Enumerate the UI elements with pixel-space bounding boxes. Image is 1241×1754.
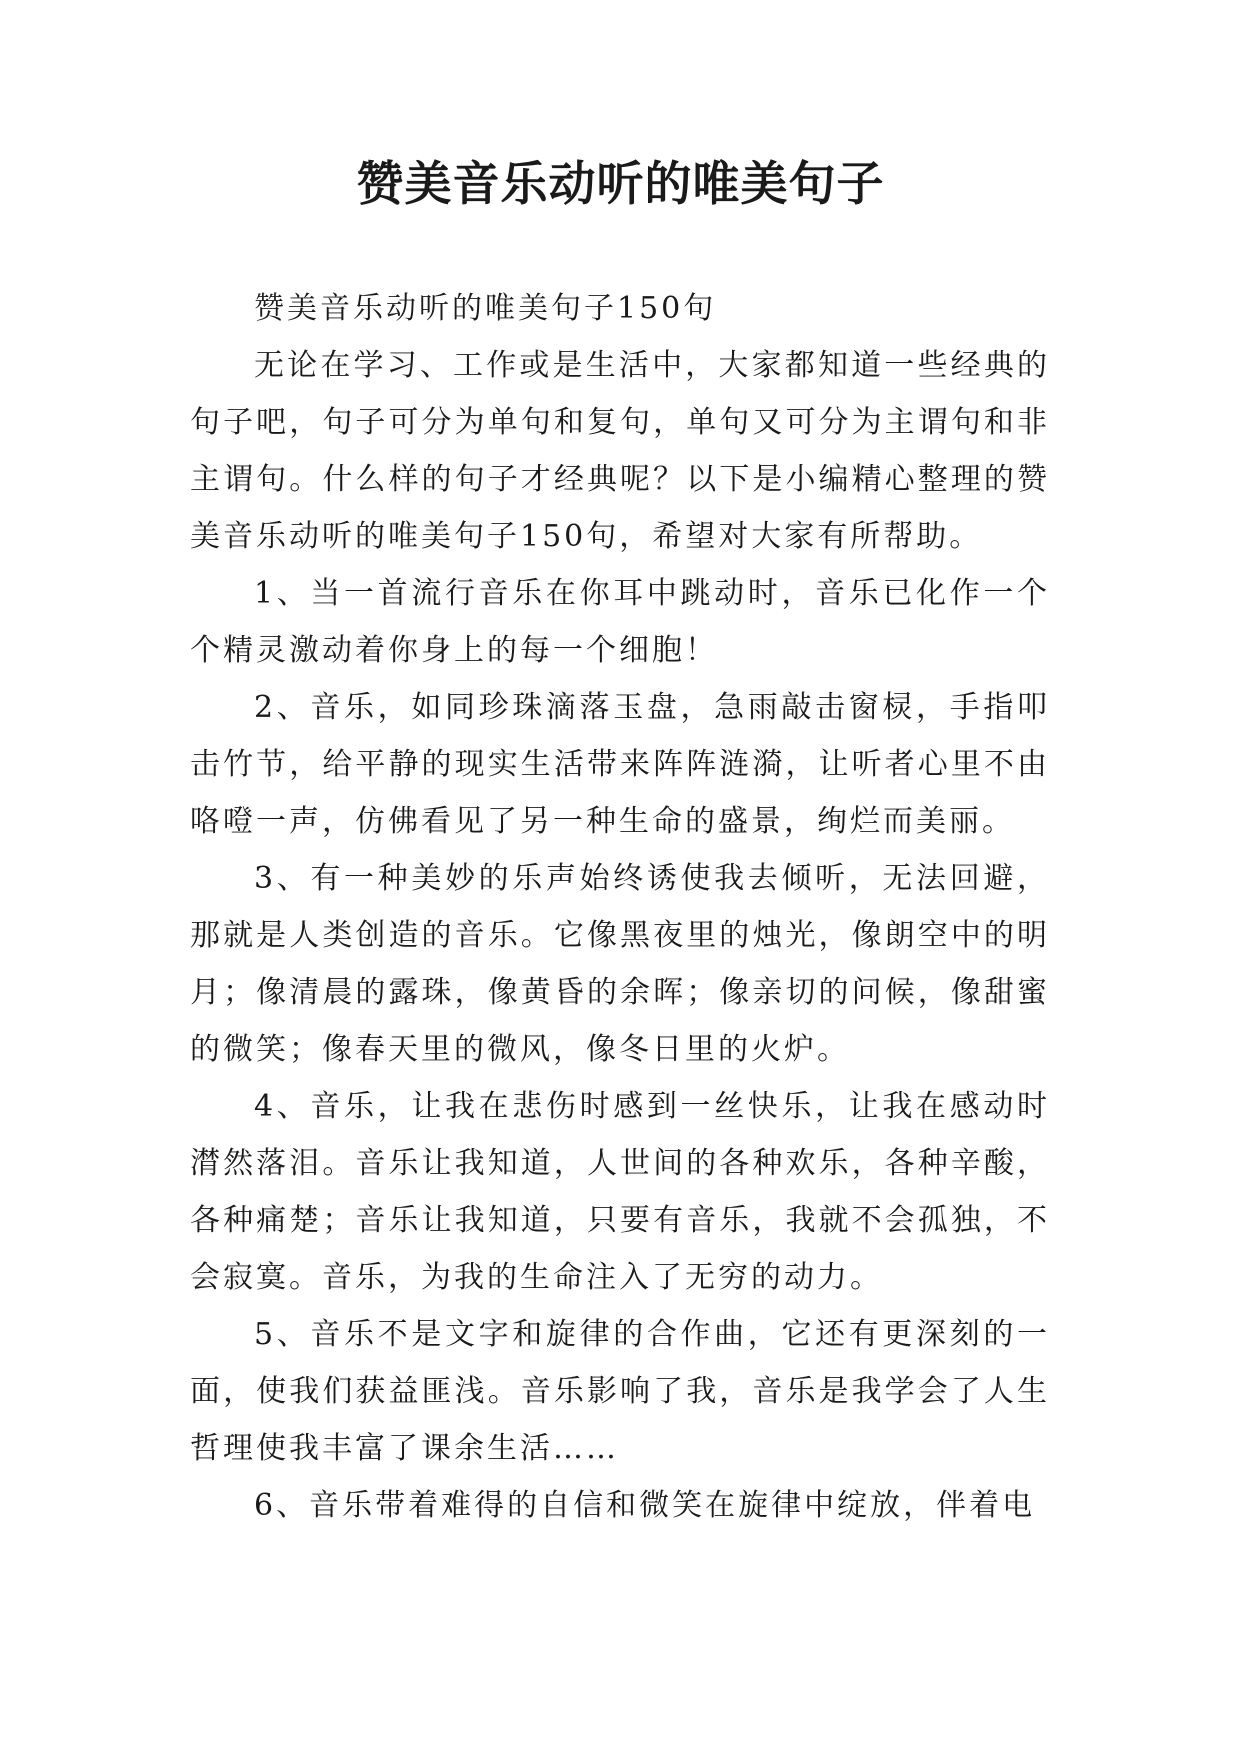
quote-paragraph-5: 5、音乐不是文字和旋律的合作曲，它还有更深刻的一面，使我们获益匪浅。音乐影响了我，音乐是我学会了人生哲理使我丰富了课余生活…… [190, 1317, 1050, 1466]
quote-paragraph-4: 4、音乐，让我在悲伤时感到一丝快乐，让我在感动时潸然落泪。音乐让我知道，人世间的各种欢乐，各种辛酸，各种痛楚；音乐让我知道，只要有音乐，我就不会孤独，不会寂寞。音乐，为我的生命注入了无穷的动力。 [190, 1089, 1050, 1295]
document-title: 赞美音乐动听的唯美句子 [356, 157, 885, 212]
document-body [190, 280, 1050, 1534]
quote-paragraph-2: 2、音乐，如同珍珠滴落玉盘，急雨敲击窗棂，手指叩击竹节，给平静的现实生活带来阵阵涟漪，让听者心里不由咯噔一声，仿佛看见了另一种生命的盛景，绚烂而美丽。 [190, 690, 1050, 839]
quote-paragraph-1: 1、当一首流行音乐在你耳中跳动时，音乐已化作一个个精灵激动着你身上的每一个细胞！ [190, 576, 1050, 668]
intro-paragraph: 无论在学习、工作或是生活中，大家都知道一些经典的句子吧，句子可分为单句和复句，单句又可分为主谓句和非主谓句。什么样的句子才经典呢？以下是小编精心整理的赞美音乐动听的唯美句子150句，希望对大家有所帮助。 [190, 348, 1050, 554]
quote-paragraph-3: 3、有一种美妙的乐声始终诱使我去倾听，无法回避，那就是人类创造的音乐。它像黑夜里的烛光，像朗空中的明月；像清晨的露珠，像黄昏的余晖；像亲切的问候，像甜蜜的微笑；像春天里的微风，像冬日里的火炉。 [190, 861, 1050, 1067]
quote-paragraph-6: 6、音乐带着难得的自信和微笑在旋律中绽放，伴着电 [254, 1488, 1036, 1523]
subtitle-paragraph: 赞美音乐动听的唯美句子150句 [254, 291, 717, 326]
